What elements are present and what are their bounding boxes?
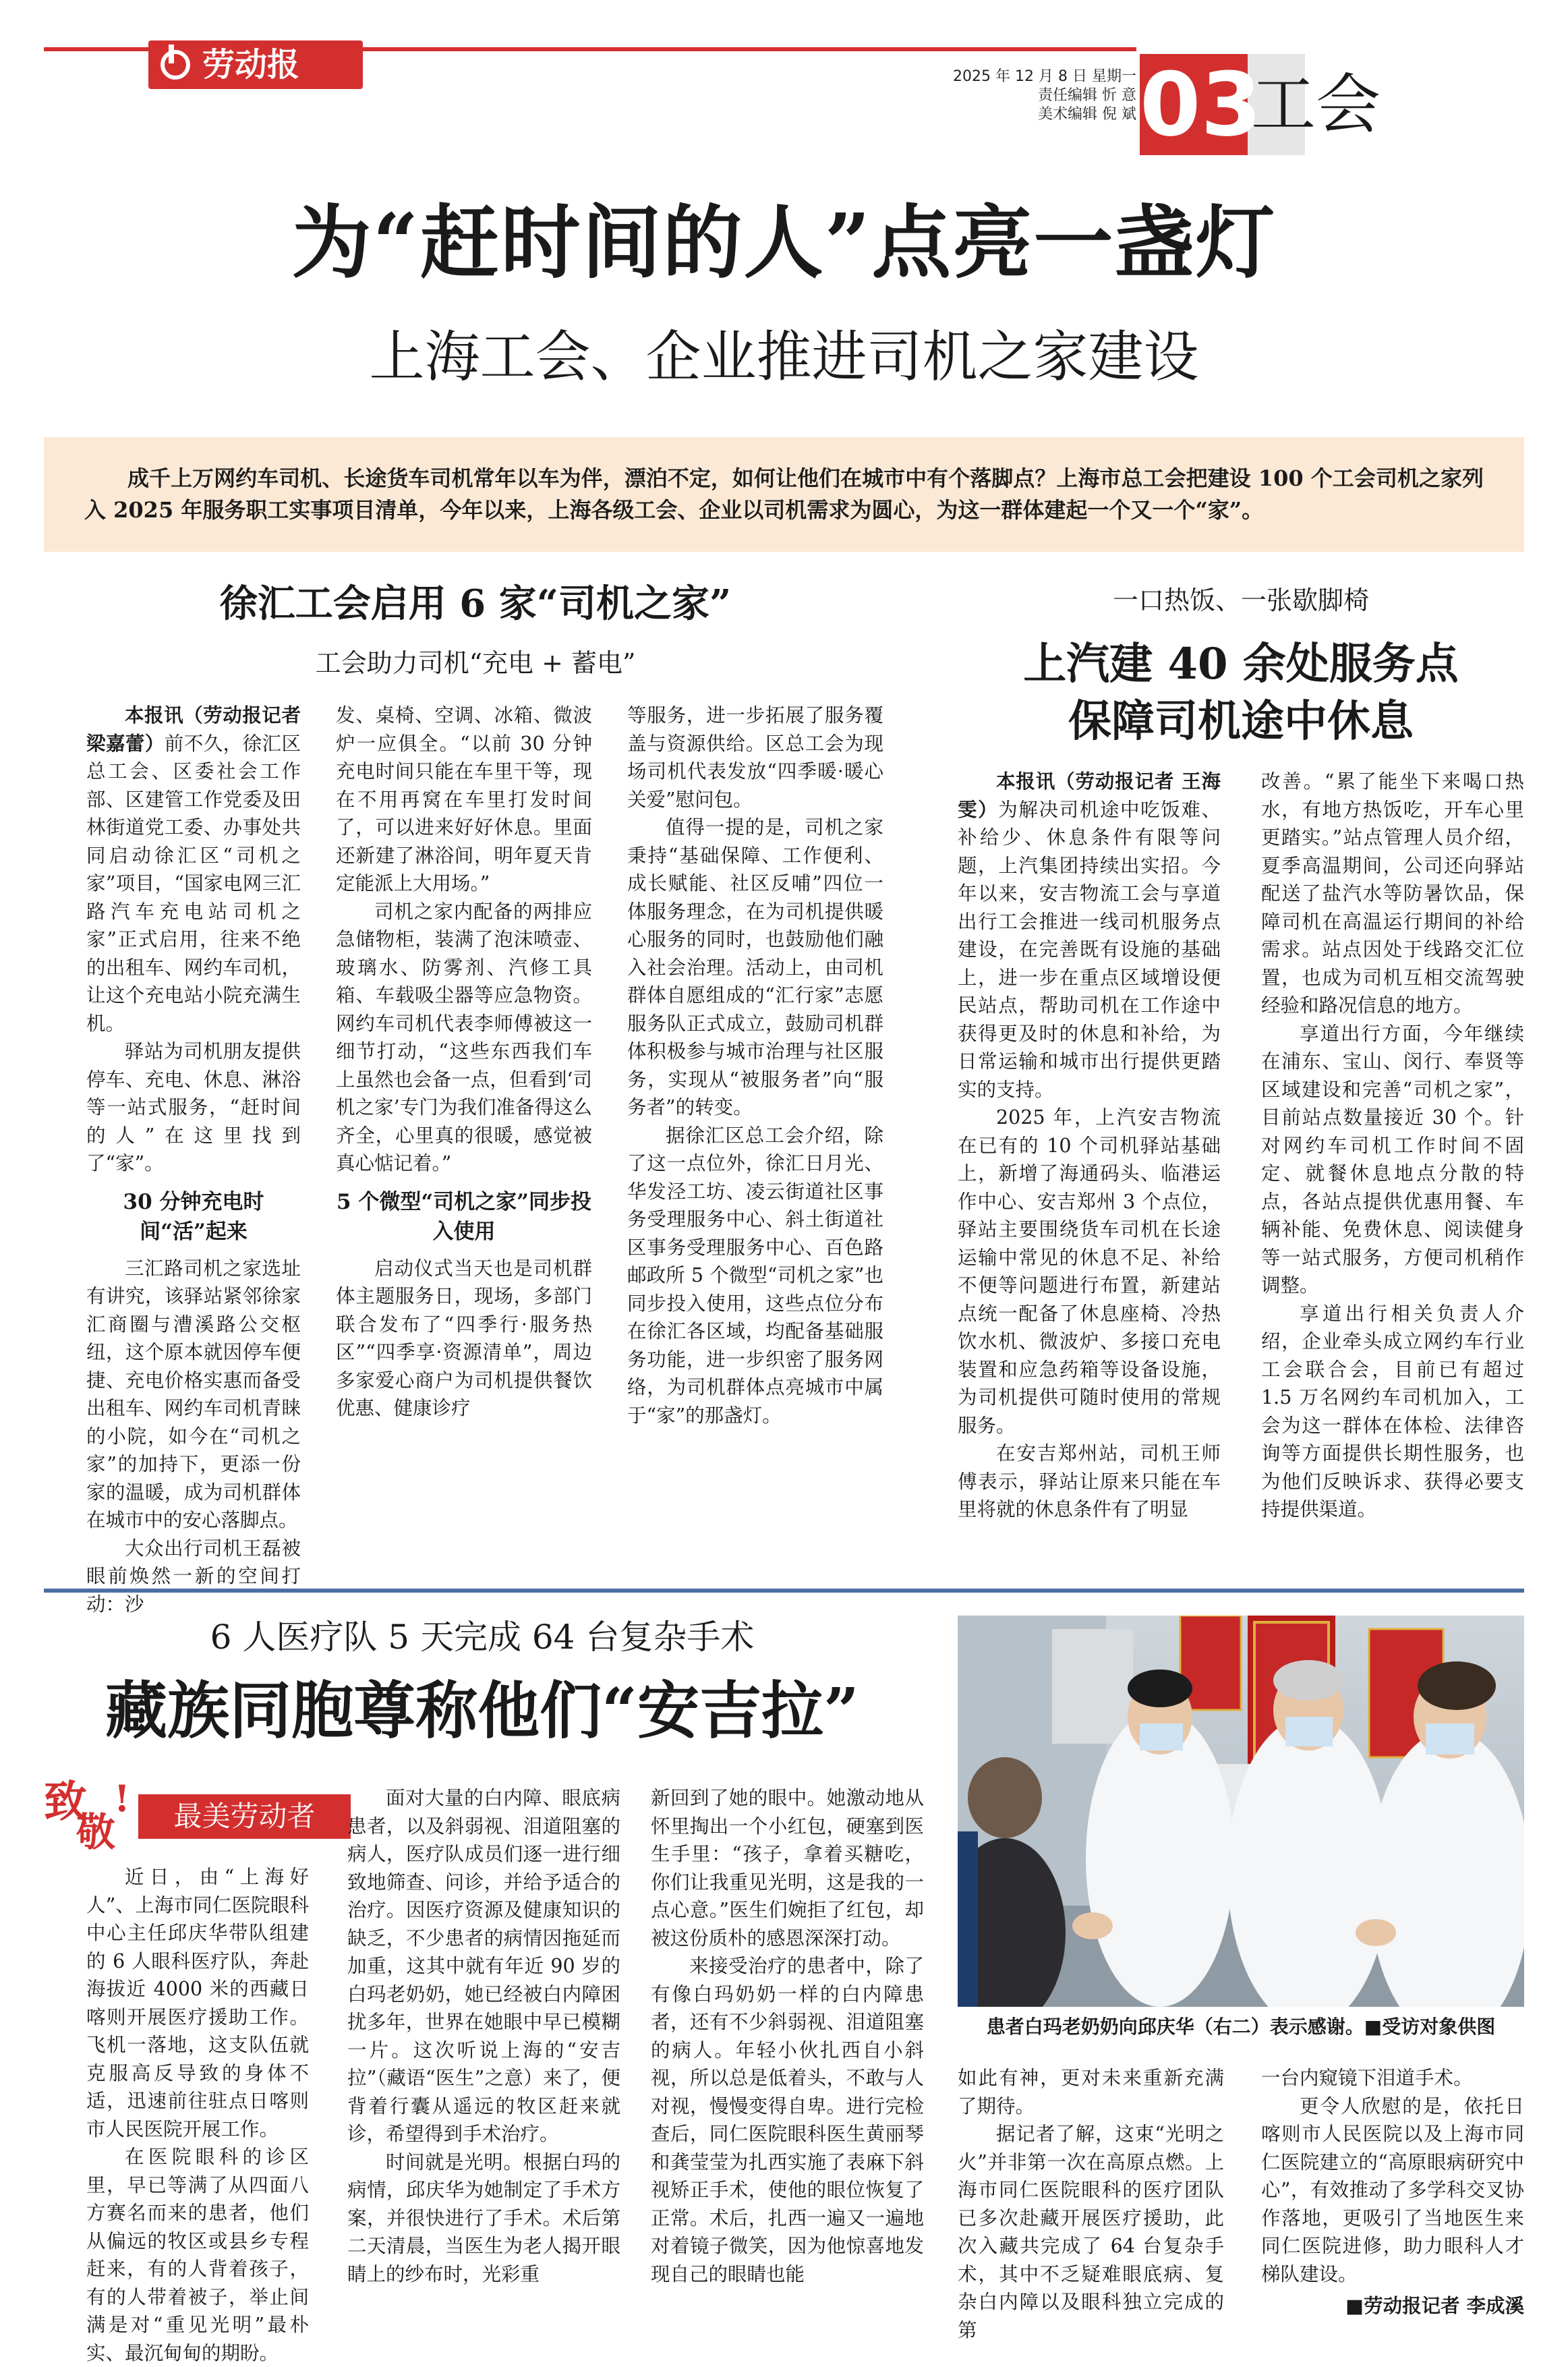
summary-box: 成千上万网约车司机、长途货车司机常年以车为伴，漂泊不定，如何让他们在城市中有个落脚点？上海市总工会把建设 100 个工会司机之家列入 2025 年服务职工实事项目清单，今年以来，上海各级工会、企业以司机需求为圆心，为这一群体建起一个又一个“家”。 xyxy=(44,437,1524,552)
saic-para: 2025 年，上汽安吉物流在已有的 10 个司机驿站基础上，新增了海通码头、临港运作中心、安吉郑州 3 个点位，驿站主要围绕货车司机在长途运输中常见的休息不足、补给不便等问题进行布置，新建站点统一配备了休息座椅、冷热饮水机、微波炉、多接口充电装置和应急药箱等设备设施，为司机提供可随时使用的常规服务。 xyxy=(958,1106,1221,1437)
xuhui-para: 驿站为司机朋友提供停车、充电、休息、淋浴等一站式服务，“赶时间的人”在这里找到了“家”。 xyxy=(86,1040,301,1174)
tibet-para: 时间就是光明。根据白玛的病情，邱庆华为她制定了手术方案，并很快进行了手术。术后第二天清晨，当医生为老人揭开眼睛上的纱布时，光彩重 xyxy=(347,2150,620,2285)
xuhui-para: 大众出行司机王磊被眼前焕然一新的空间打动：沙 xyxy=(86,1537,301,1616)
section-name: 工会 xyxy=(1251,67,1381,142)
tibet-para: 新回到了她的眼中。她激动地从怀里掏出一个小红包，硬塞到医生手里：“孩子，拿着买糖吃，你们让我重见光明，这是我的一点心意。”医生们婉拒了红包，却被这份质朴的感恩深深打动。 xyxy=(651,1787,924,1949)
issue-date: 2025 年 12 月 8 日 星期一 xyxy=(953,68,1136,85)
page-number: 03 xyxy=(1140,53,1262,156)
tibet-column-5 xyxy=(1261,2064,1524,2320)
xuhui-column-3 xyxy=(627,702,883,1429)
saic-para: 享道出行相关负责人介绍，企业牵头成立网约车行业工会联合会，目前已有超过 1.5 万名网约车司机加入，工会为这一群体在体检、法律咨询等方面提供长期性服务，也为他们反映诉求、获得必要支持提供渠道。 xyxy=(1261,1302,1524,1520)
tibet-byline: ■劳动报记者 李成溪 xyxy=(1345,2294,1524,2317)
tibet-para: 更令人欣慰的是，依托日喀则市人民医院以及上海市同仁医院建立的“高原眼病研究中心”，有效推动了多学科交叉协作落地，更吸引了当地医生来同仁医院进修，助力眼科人才梯队建设。 xyxy=(1261,2094,1524,2285)
xuhui-para: 前不久，徐汇区总工会、区委社会工作部、区建管工作党委及田林街道党工委、办事处共同启动徐汇区“司机之家”项目，“国家电网三汇路汽车充电站司机之家”正式启用，往来不绝的出租车、网约车司机，让这个充电站小院充满生机。 xyxy=(86,732,301,1035)
page-subheadline: 上海工会、企业推进司机之家建设 xyxy=(369,325,1199,389)
xuhui-subhead: 30 分钟充电时间“活”起来 xyxy=(123,1189,264,1244)
saic-kicker: 一口热饭、一张歇脚椅 xyxy=(1112,586,1369,615)
xuhui-column-1 xyxy=(86,702,301,1618)
tibet-headline: 藏族同胞尊称他们“安吉拉” xyxy=(105,1674,859,1747)
xuhui-title: 徐汇工会启用 6 家“司机之家” xyxy=(219,581,732,626)
tibet-column-4 xyxy=(958,2064,1224,2344)
badge-char: 敬 xyxy=(76,1809,116,1855)
xuhui-para: 值得一提的是，司机之家秉持“基础保障、工作便利、成长赋能、社区反哺”四位一体服务理念，在为司机提供暖心服务的同时，也鼓励他们融入社会治理。活动上，由司机群体自愿组成的“汇行家”志愿服务队正式成立，鼓励司机群体积极参与城市治理与社区服务，实现从“被服务者”向“服务者”的转变。 xyxy=(627,816,883,1118)
xuhui-para: 司机之家内配备的两排应急储物柜，装满了泡沫喷壶、玻璃水、防雾剂、汽修工具箱、车载吸尘器等应急物资。网约车司机代表李师傅被这一细节打动，“这些东西我们车上虽然也会备一点，但看到‘司机之家’专门为我们准备得这么齐全，心里真的很暖，感觉被真心惦记着。” xyxy=(336,900,592,1174)
news-photo xyxy=(958,1616,1524,2007)
saic-para: 在安吉郑州站，司机王师傅表示，驿站让原来只能在车里将就的休息条件有了明显 xyxy=(958,1442,1221,1520)
saic-title-line2: 保障司机途中休息 xyxy=(1068,696,1414,747)
photo-caption: 患者白玛老奶奶向邱庆华（右二）表示感谢。■受访对象供图 xyxy=(986,2016,1496,2038)
saic-para: 改善。“累了能坐下来喝口热水，有地方热饭吃，开车心里更踏实。”站点管理人员介绍，夏季高温期间，公司还向驿站配送了盐汽水等防暑饮品，保障司机在高温运行期间的补给需求。站点因处于线路交汇位置，也成为司机互相交流驾驶经验和路况信息的地方。 xyxy=(1261,770,1524,1017)
tibet-para: 如此有神，更对未来重新充满了期待。 xyxy=(958,2067,1224,2117)
saic-para: 享道出行方面，今年继续在浦东、宝山、闵行、奉贤等区域建设和完善“司机之家”，目前站点数量接近 30 个。针对网约车司机工作时间不固定、就餐休息地点分散的特点，各站点提供优惠用餐、车辆补能、免费休息、阅读健身等一站式服务，方便司机稍作调整。 xyxy=(1261,1022,1524,1296)
xuhui-para: 等服务，进一步拓展了服务覆盖与资源供给。区总工会为现场司机代表发放“四季暖·暖心关爱”慰问包。 xyxy=(627,704,883,811)
paper-name: 劳动报 xyxy=(202,46,300,84)
art-editor-credit: 美术编辑 倪 斌 xyxy=(1038,106,1136,123)
tibet-para: 据记者了解，这束“光明之火”并非第一次在高原点燃。上海市同仁医院眼科的医疗团队已多次赴藏开展医疗援助，此次入藏共完成了 64 台复杂手术，其中不乏疑难眼底病、复杂白内障以及眼科独立完成的第 xyxy=(958,2123,1224,2341)
section-divider xyxy=(44,1589,1524,1593)
saic-title-line1: 上汽建 40 余处服务点 xyxy=(1023,639,1459,689)
saic-column-1 xyxy=(958,768,1221,1524)
logo-icon xyxy=(161,50,190,80)
page-headline: 为“赶时间的人”点亮一盏灯 xyxy=(291,196,1277,289)
tibet-kicker: 6 人医疗队 5 天完成 64 台复杂手术 xyxy=(210,1618,755,1657)
tibet-para: 一台内窥镜下泪道手术。 xyxy=(1261,2067,1473,2089)
tibet-para: 在医院眼科的诊区里，早已等满了从四面八方赛名而来的患者，他们从偏远的牧区或县乡专程赶来，有的人背着孩子，有的人带着被子，举止间满是对“重见光明”最朴实、最沉甸甸的期盼。 xyxy=(86,2146,309,2364)
tibet-column-1 xyxy=(86,1863,309,2367)
exclamation-mark: ! xyxy=(114,1777,130,1820)
tibet-para: 来接受治疗的患者中，除了有像白玛奶奶一样的白内障患者，还有不少斜弱视、泪道阻塞的病人。年轻小伙扎西自小斜视，所以总是低着头，不敢与人对视，慢慢变得自卑。进行完检查后，同仁医院眼科医生黄丽琴和龚莹莹为扎西实施了表麻下斜视矫正手术，使他的眼位恢复了正常。术后，扎西一遍又一遍地对着镜子微笑，因为他惊喜地发现自己的眼睛也能 xyxy=(651,1955,924,2285)
tibet-para: 近日，由“上海好人”、上海市同仁医院眼科中心主任邱庆华带队组建的 6 人眼科医疗队，奔赴海拔近 4000 米的西藏日喀则开展医疗援助工作。飞机一落地，这支队伍就克服高反导致的身体不适，迅速前往驻点日喀则市人民医院开展工作。 xyxy=(86,1866,309,2140)
newspaper-logo xyxy=(148,40,363,89)
zhijing-badge xyxy=(44,1777,316,1855)
saic-lead: 本报讯（劳动报记者 王海雯） xyxy=(958,770,1221,821)
xuhui-subtitle: 工会助力司机“充电 + 蓄电” xyxy=(315,648,636,678)
xuhui-para: 三汇路司机之家选址有讲究，该驿站紧邻徐家汇商圈与漕溪路公交枢纽，这个原本就因停车便捷、充电价格实惠而备受出租车、网约车司机青睐的小院，如今在“司机之家”的加持下，更添一份家的温暖，成为司机群体在城市中的安心落脚点。 xyxy=(86,1257,301,1531)
tibet-column-2 xyxy=(347,1784,620,2288)
xuhui-column-2 xyxy=(336,702,592,1423)
editor-credit: 责任编辑 忻 意 xyxy=(1038,87,1136,104)
xuhui-para: 发、桌椅、空调、冰箱、微波炉一应俱全。“以前 30 分钟充电时间只能在车里干等，现在不用再窝在车里打发时间了，可以进来好好休息。里面还新建了淋浴间，明年夏天肯定能派上大用场。” xyxy=(336,704,592,894)
hospital-scene-image xyxy=(958,1616,1524,2007)
badge-char: 致 xyxy=(44,1777,87,1827)
tibet-para: 面对大量的白内障、眼底病患者，以及斜弱视、泪道阻塞的病人，医疗队成员们逐一进行细致地筛查、问诊，并给予适合的治疗。因医疗资源及健康知识的缺乏，不少患者的病情因拖延而加重，这其中就有年近 90 岁的白玛老奶奶，她已经被白内障困扰多年，世界在她眼中早已模糊一片。这次听说上海的“安吉拉”（藏语“医生”之意）来了，便背着行囊从遥远的牧区赶来就诊，希望得到手术治疗。 xyxy=(347,1787,620,2145)
issue-meta xyxy=(934,67,1136,124)
tibet-column-3 xyxy=(651,1784,924,2288)
saic-column-2 xyxy=(1261,768,1524,1524)
saic-para: 为解决司机途中吃饭难、补给少、休息条件有限等问题，上汽集团持续出实招。今年以来，安吉物流工会与享道出行工会推进一线司机服务点建设，在完善既有设施的基础上，进一步在重点区域增设便民站点，帮助司机在工作途中获得更及时的休息和补给，为日常运输和城市出行提供更踏实的支持。 xyxy=(958,798,1221,1101)
xuhui-lead: 本报讯（劳动报记者 梁嘉蕾） xyxy=(86,704,301,755)
xuhui-subhead: 5 个微型“司机之家”同步投入使用 xyxy=(336,1189,592,1244)
xuhui-para: 启动仪式当天也是司机群体主题服务日，现场，多部门联合发布了“四季行·服务热区”“四季享·资源清单”，周边多家爱心商户为司机提供餐饮优惠、健康诊疗 xyxy=(336,1257,592,1419)
xuhui-para: 据徐汇区总工会介绍，除了这一点位外，徐汇日月光、华发泾工坊、凌云街道社区事务受理服务中心、斜土街道社区事务受理服务中心、百色路邮政所 5 个微型“司机之家”也同步投入使用，这些点位分布在徐汇各区域，均配备基础服务功能，进一步织密了服务网络，为司机群体点亮城市中属于“家”的那盏灯。 xyxy=(627,1124,883,1427)
badge-label: 最美劳动者 xyxy=(138,1794,351,1839)
